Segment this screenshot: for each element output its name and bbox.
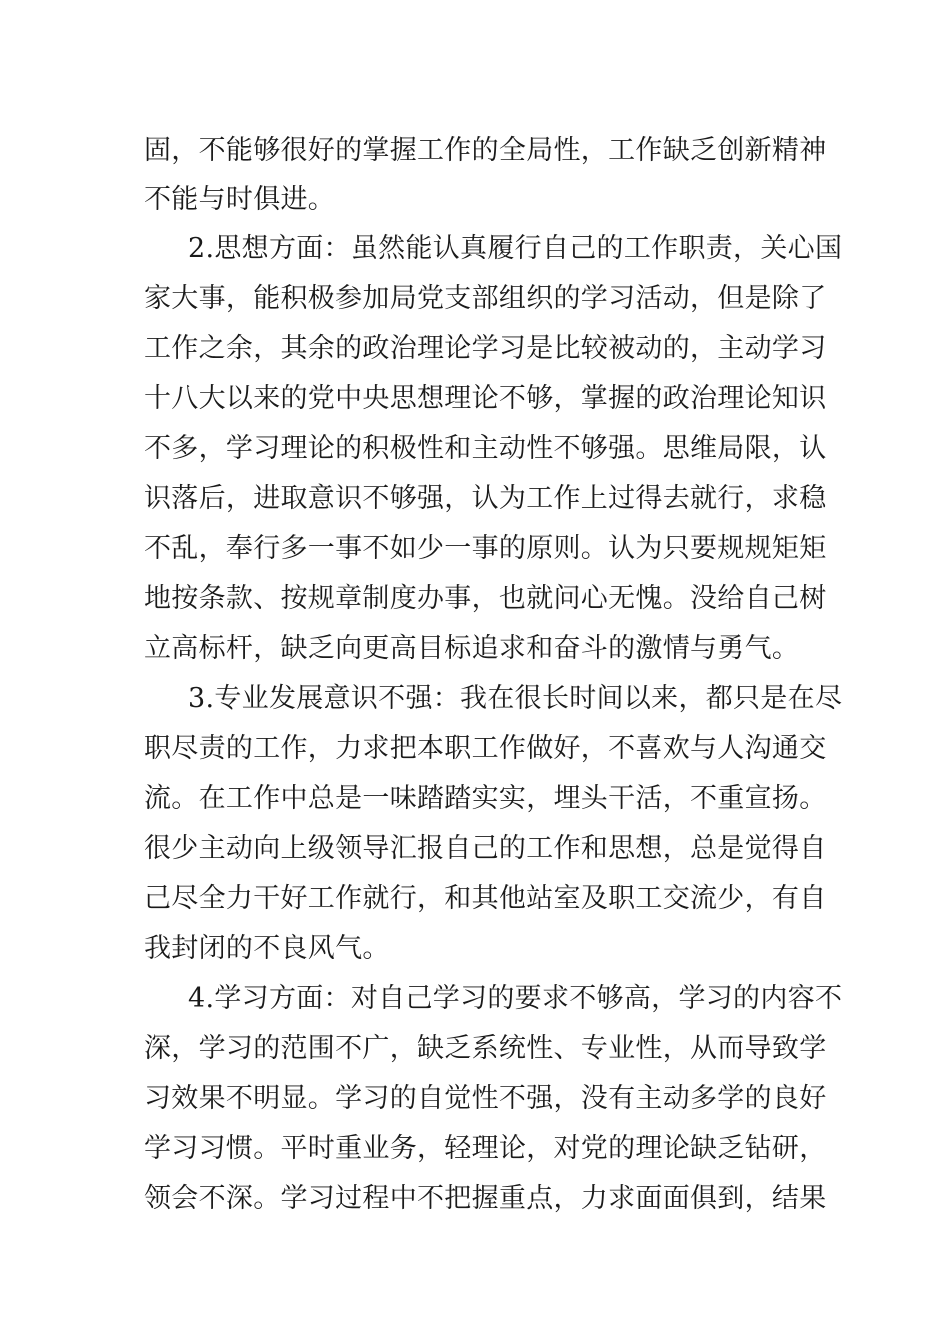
text-line: 领会不深。学习过程中不把握重点，力求面面俱到，结果 <box>144 1183 827 1214</box>
text-line: 工作之余，其余的政治理论学习是比较被动的，主动学习 <box>144 333 827 364</box>
paragraph-heading-line: 4.学习方面：对自己学习的要求不够高，学习的内容不 <box>188 983 843 1014</box>
text-line: 识落后，进取意识不够强，认为工作上过得去就行，求稳 <box>144 483 827 514</box>
text-line: 十八大以来的党中央思想理论不够，掌握的政治理论知识 <box>144 383 827 414</box>
text-line: 固，不能够很好的掌握工作的全局性，工作缺乏创新精神 <box>144 135 827 166</box>
text-line: 不乱，奉行多一事不如少一事的原则。认为只要规规矩矩 <box>144 533 827 564</box>
text-line: 职尽责的工作，力求把本职工作做好，不喜欢与人沟通交 <box>144 733 827 764</box>
text-line: 习效果不明显。学习的自觉性不强，没有主动多学的良好 <box>144 1083 827 1114</box>
text-line: 地按条款、按规章制度办事，也就问心无愧。没给自己树 <box>144 583 827 614</box>
text-line: 不多，学习理论的积极性和主动性不够强。思维局限，认 <box>144 433 827 464</box>
text-line: 不能与时俱进。 <box>144 184 336 215</box>
paragraph-heading-line: 2.思想方面：虽然能认真履行自己的工作职责，关心国 <box>188 233 843 264</box>
paragraph-heading-line: 3.专业发展意识不强：我在很长时间以来，都只是在尽 <box>188 683 843 714</box>
text-line: 立高标杆，缺乏向更高目标追求和奋斗的激情与勇气。 <box>144 633 800 664</box>
text-line: 很少主动向上级领导汇报自己的工作和思想，总是觉得自 <box>144 833 827 864</box>
text-line: 我封闭的不良风气。 <box>144 933 390 964</box>
text-line: 流。在工作中总是一味踏踏实实，埋头干活，不重宣扬。 <box>144 783 827 814</box>
text-line: 家大事，能积极参加局党支部组织的学习活动，但是除了 <box>144 283 827 314</box>
text-line: 学习习惯。平时重业务，轻理论，对党的理论缺乏钻研， <box>144 1133 827 1164</box>
text-line: 深，学习的范围不广，缺乏系统性、专业性，从而导致学 <box>144 1033 827 1064</box>
text-line: 己尽全力干好工作就行，和其他站室及职工交流少，有自 <box>144 883 827 914</box>
